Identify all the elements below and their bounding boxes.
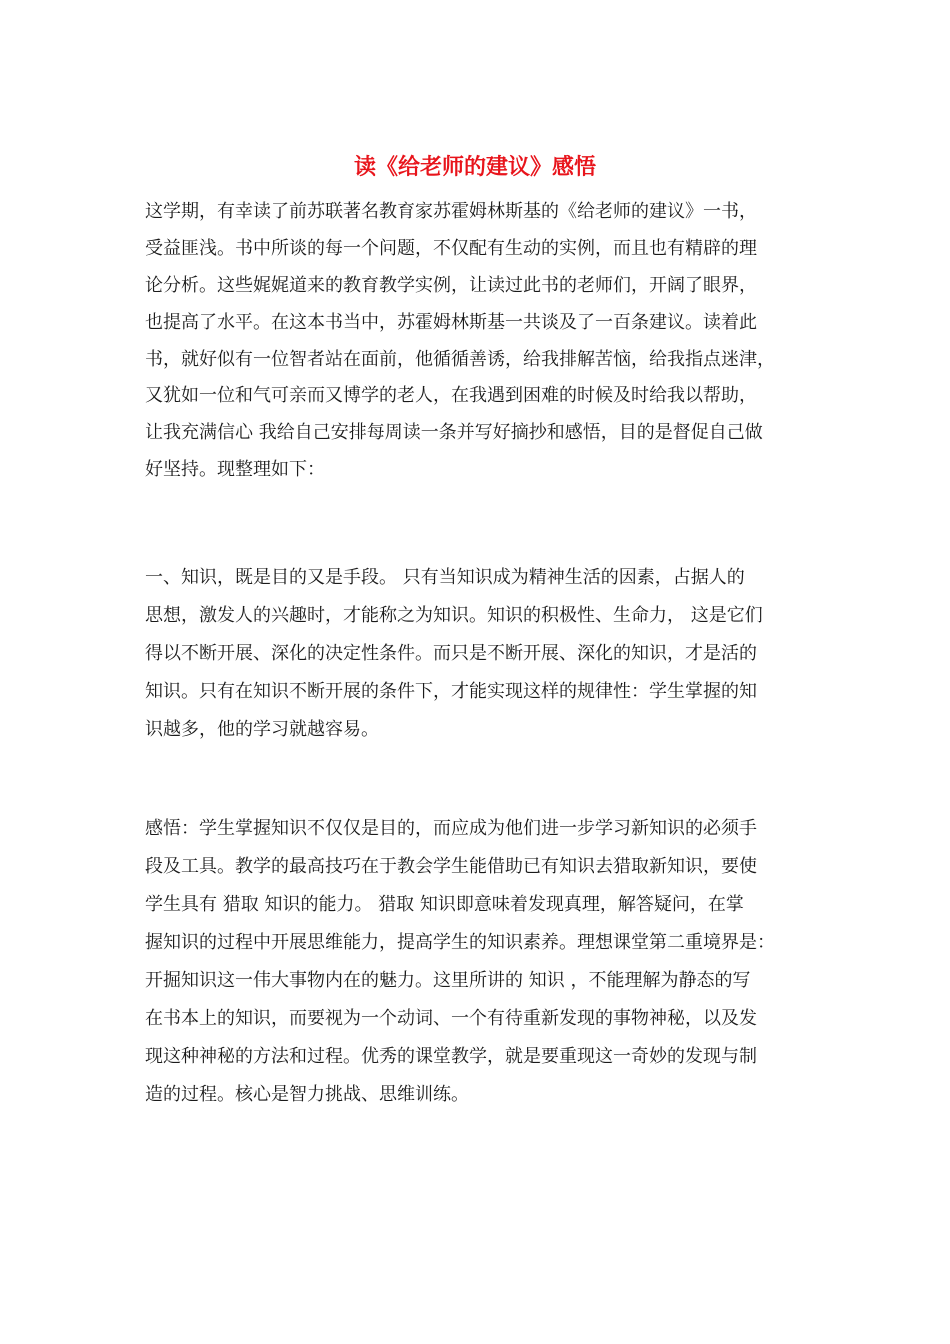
paragraph-line: 开掘知识这一伟大事物内在的魅力。这里所讲的 知识 ，不能理解为静态的写 [145, 970, 751, 991]
paragraph-line: 识越多，他的学习就越容易。 [145, 719, 379, 740]
paragraph-line: 一、知识，既是目的又是手段。 只有当知识成为精神生活的因素，占据人的 [145, 567, 745, 588]
paragraph-line: 书，就好似有一位智者站在面前，他循循善诱，给我排解苦恼，给我指点迷津， [145, 348, 775, 370]
knowledge-paragraph [145, 559, 810, 749]
paragraph-line: 得以不断开展、深化的决定性条件。而只是不断开展、深化的知识，才是活的 [145, 643, 757, 664]
paragraph-line: 在书本上的知识，而要视为一个动词、一个有待重新发现的事物神秘，以及发 [145, 1008, 757, 1029]
paragraph-line: 学生具有 猎取 知识的能力。 猎取 知识即意味着发现真理，解答疑问，在掌 [145, 894, 744, 915]
paragraph-line: 也提高了水平。在这本书当中，苏霍姆林斯基一共谈及了一百条建议。读着此 [145, 311, 757, 333]
paragraph-line: 思想，激发人的兴趣时，才能称之为知识。知识的积极性、生命力， 这是它们 [145, 605, 763, 626]
paragraph-line: 握知识的过程中开展思维能力，提高学生的知识素养。理想课堂第二重境界是： [145, 932, 775, 953]
paragraph-line: 造的过程。核心是智力挑战、思维训练。 [145, 1084, 469, 1105]
paragraph-line: 论分析。这些娓娓道来的教育教学实例，让读过此书的老师们，开阔了眼界， [145, 274, 757, 296]
paragraph-line: 这学期，有幸读了前苏联著名教育家苏霍姆林斯基的《给老师的建议》一书， [145, 201, 757, 222]
paragraph-line: 又犹如一位和气可亲而又博学的老人，在我遇到困难的时候及时给我以帮助， [145, 385, 757, 407]
reflection-paragraph [145, 810, 810, 1114]
paragraph-line: 受益匪浅。书中所谈的每一个问题，不仅配有生动的实例，而且也有精辟的理 [145, 237, 757, 259]
intro-paragraph [145, 194, 810, 489]
document-title: 读《给老师的建议》感悟 [353, 154, 596, 180]
paragraph-line: 感悟：学生掌握知识不仅仅是目的，而应成为他们进一步学习新知识的必须手 [145, 818, 757, 839]
paragraph-line: 段及工具。教学的最高技巧在于教会学生能借助已有知识去猎取新知识，要使 [145, 856, 757, 877]
paragraph-line: 知识。只有在知识不断开展的条件下，才能实现这样的规律性：学生掌握的知 [145, 681, 757, 702]
paragraph-line: 现这种神秘的方法和过程。优秀的课堂教学，就是要重现这一奇妙的发现与制 [145, 1046, 757, 1067]
paragraph-line: 让我充满信心 我给自己安排每周读一条并写好摘抄和感悟，目的是督促自己做 [145, 422, 763, 444]
paragraph-line: 好坚持。现整理如下： [145, 459, 325, 481]
